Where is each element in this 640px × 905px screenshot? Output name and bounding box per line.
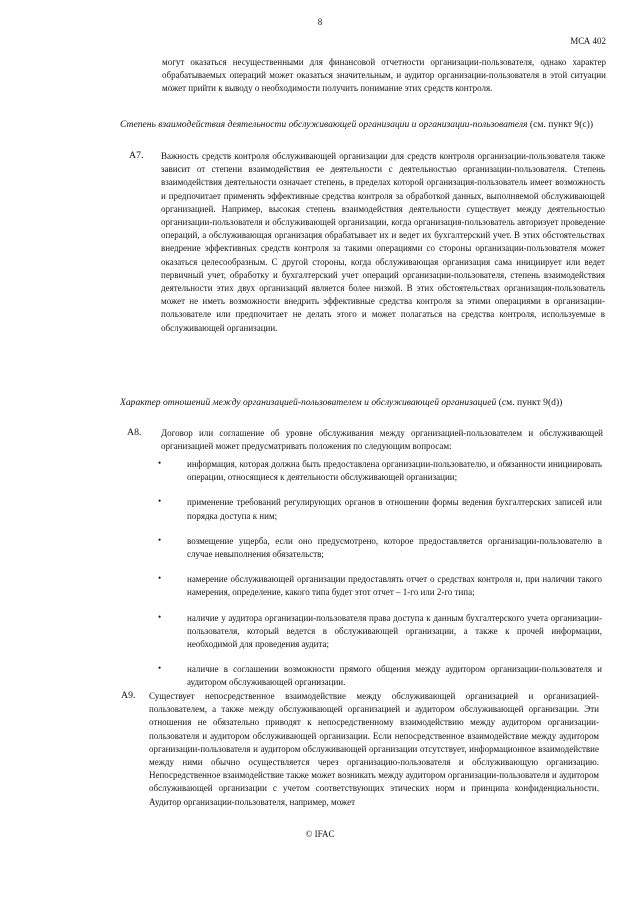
- section-heading-reference: (см. пункт 9(d)): [496, 397, 563, 408]
- section-heading-interaction: [120, 118, 606, 131]
- list-item-text: наличие в соглашении возможности прямого общения между аудитором организации-пользователя и аудитором обслуживающей организации.: [187, 664, 602, 688]
- list-item: [156, 612, 602, 652]
- list-item-text: возмещение ущерба, если оно предусмотрено, которое предоставляется организации-пользователю в случае невыполнения обязательств;: [187, 535, 602, 560]
- section-heading-relationship: [120, 396, 606, 409]
- list-item: [156, 535, 602, 561]
- paragraph-text: Договор или соглашение об уровне обслуживания между организацией-пользователем и обслуживающей организацией может предусматривать положения по следующим вопросам:: [161, 428, 603, 452]
- bullet-icon: •: [158, 663, 162, 674]
- list-item-text: намерение обслуживающей организации предоставлять отчет о средствах контроля и, при наличии такого намерения, определение, какого типа будет этот отчет – 1-го или 2-го типа;: [187, 574, 602, 598]
- list-item: [156, 573, 602, 599]
- bullet-icon: •: [158, 458, 162, 468]
- bullet-icon: •: [158, 573, 162, 584]
- list-item: [156, 496, 602, 522]
- bullet-icon: •: [158, 534, 162, 545]
- bullet-list: [156, 458, 602, 702]
- section-heading-title: Характер отношений между организацией-пользователем и обслуживающей организацией: [120, 397, 497, 408]
- list-item-text: информация, которая должна быть предоставлена организации-пользователю, и обязанности инициировать операции, относящиеся к деятельности обслуживающей организации;: [187, 459, 602, 483]
- bullet-icon: •: [158, 611, 162, 622]
- list-item: [156, 458, 602, 484]
- paragraph-text: Важность средств контроля обслуживающей организации для средств контроля организации-пользователя также зависит от степени взаимодействия ее деятельности с деятельностью организации-пользователя. Степень взаимодействия деятельности означает степень, в пределах которой организация-пользователь имеет возможность и предпочитает применять эффективные средства контроля за обработкой данных, выполняемой обслуживающей организацией. Например, высокая степень взаимодействия деятельности существует между деятельностью организации-пользователя и обслуживающей организации, когда организация-пользователь авторизует проведение операций, а обслуживающая организация обрабатывает их и ведет их бухгалтерский учет. В этих обстоятельствах внедрение эффективных средств контроля за такими операциями со стороны организации-пользователя может оказаться целесообразным. С другой стороны, когда обслуживающая организация сама инициирует или ведет первичный учет, обработку и бухгалтерский учет операций организации-пользователя, степень взаимодействия деятельности этих двух организаций является более низкой. В этих обстоятельствах организация-пользователь может не иметь возможности внедрить эффективные средства контроля за этими операциями в организации-пользователе или предпочитает не делать этого и может полагаться на средства контроля, используемые в обслуживающей организации.: [161, 151, 605, 333]
- paragraph-text: Существует непосредственное взаимодействие между обслуживающей организацией и организацией-пользователем, а также между обслуживающей организацией и аудитором обслуживающей организации. Эти отношения не обязательно приводят к непосредственному взаимодействию между аудитором организации-пользователя и аудитором обслуживающей организации. Если непосредственное взаимодействие между аудитором организации-пользователя и аудитором обслуживающей организации отсутствует, информационное взаимодействие между ними обычно осуществляется через организацию-пользователя и обслуживающую организацию. Непосредственное взаимодействие также может возникать между аудитором организации-пользователя и аудитором обслуживающей организации с учетом соответствующих этических норм и принципа конфиденциальности. Аудитор организации-пользователя, например, может: [149, 691, 599, 807]
- list-item: [156, 663, 602, 689]
- list-item-text: применение требований регулирующих органов в отношении формы ведения бухгалтерских записей или порядка доступа к ним;: [187, 497, 602, 521]
- standard-code: МСА 402: [570, 36, 606, 46]
- paragraph-label: A9.: [121, 690, 136, 701]
- section-heading-title: Степень взаимодействия деятельности обслуживающей организации и организации-пользователя: [120, 119, 528, 130]
- paragraph-label: A7.: [129, 150, 144, 161]
- list-item-text: наличие у аудитора организации-пользователя права доступа к данным бухгалтерского учета организации-пользователя, который ведется в обслуживающей организации, а также к прочей информации, необходимой для проведения аудита;: [187, 612, 602, 650]
- copyright-footer: © IFAC: [305, 829, 335, 839]
- intro-paragraph: могут оказаться несущественными для финансовой отчетности организации-пользователя, однако характер обрабатываемых операций может оказаться значительным, и аудитор организации-пользователя в этой ситуации может прийти к выводу о необходимости получить понимание этих средств контроля.: [162, 57, 606, 94]
- paragraph-label: A8.: [127, 427, 142, 438]
- section-heading-reference: (см. пункт 9(c)): [527, 119, 594, 130]
- bullet-icon: •: [158, 496, 162, 507]
- page-number: 8: [317, 17, 323, 27]
